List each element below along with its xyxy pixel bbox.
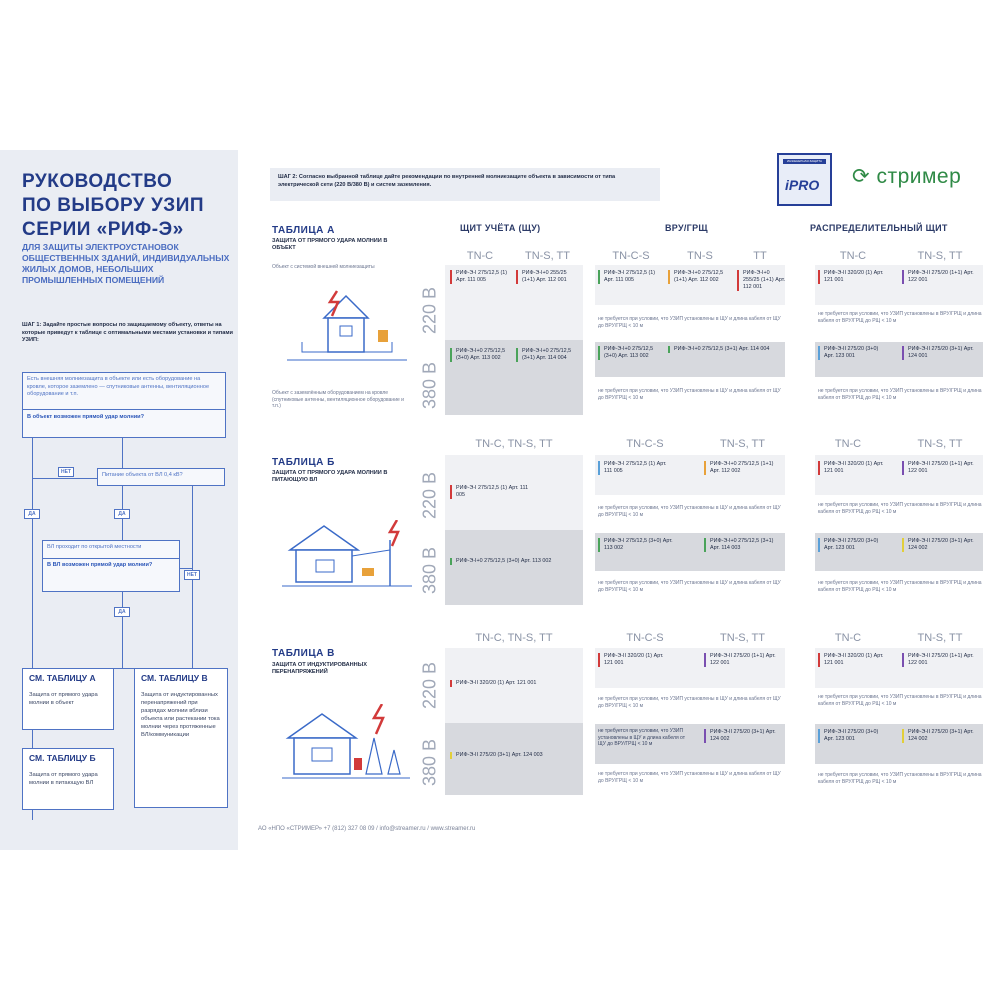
table-b-cell (445, 530, 583, 605)
voltage-380: 380 В (419, 546, 440, 595)
house-induced-surge-illustration (282, 704, 412, 794)
footer-contacts[interactable]: АО «НПО «СТРИМЕР» +7 (812) 327 08 09 / info@streamer.ru / www.streamer.ru (258, 826, 476, 832)
table-v-title: ТАБЛИЦА В (272, 648, 335, 659)
ipro-logo-text: iPRO (785, 177, 820, 193)
product-entry: РИФ-Э-I+0 255/25 (1+1) Арт. 112 001 (737, 270, 787, 291)
net-label: TN-S, TT (917, 632, 963, 644)
flow-line (32, 478, 97, 479)
product-entry: РИФ-Э-II 275/20 (1+1) Арт. 122 001 (704, 653, 779, 667)
table-v-note: не требуется при условии, что УЗИП установлены в ЩУ и длина кабеля от ЩУ до ВРУ/ГРЩ < 10 м (598, 728, 685, 747)
product-entry: РИФ-Э-II 275/20 (3+0) Арт. 123 001 (818, 538, 888, 552)
result-v-title: СМ. ТАБЛИЦУ В (141, 673, 208, 683)
flow-yes-tag: ДА (114, 607, 130, 617)
product-entry: РИФ-Э-I+0 275/12,5 (3+1) Арт. 114 003 (704, 538, 779, 552)
product-entry: РИФ-Э-II 320/20 (1) Арт. 121 001 (818, 653, 888, 667)
flow-q4-box (42, 540, 180, 592)
table-b-note: не требуется при условии, что УЗИП установлены в ВРУ/ГРЩ и длина кабеля от ВРУ/ГРЩ до РЩ < 10 м (818, 580, 982, 593)
product-entry: РИФ-Э-I 275/12,5 (1) Арт. 111 005 (598, 461, 673, 475)
voltage-220: 220 В (419, 286, 440, 335)
flow-no-tag: НЕТ (184, 570, 200, 580)
net-label: TN-C-S (626, 438, 664, 450)
product-entry: РИФ-Э-II 320/20 (1) Арт. 121 001 (598, 653, 673, 667)
flow-q4: ВЛ проходит по открытой местности (47, 544, 142, 550)
voltage-220: 220 В (419, 661, 440, 710)
net-label: TN-S (687, 250, 713, 262)
ipro-logo-band: ИНЖЕНЕРНАЯ ЗАЩИТА (783, 159, 826, 164)
voltage-380: 380 В (419, 738, 440, 787)
streamer-logo (852, 164, 961, 189)
table-b-note: не требуется при условии, что УЗИП установлены в ВРУ/ГРЩ и длина кабеля от ВРУ/ГРЩ до РЩ < 10 м (818, 502, 982, 515)
net-label: TN-S, TT (719, 438, 765, 450)
table-v-note: не требуется при условии, что УЗИП установлены в ЩУ и длина кабеля от ЩУ до ВРУ/ГРЩ < 10 м (598, 771, 781, 784)
flow-q2: В объект возможен прямой удар молнии? (23, 409, 225, 422)
product-entry: РИФ-Э-I 275/12,5 (1) Арт. 111 005 (450, 270, 510, 284)
product-entry: РИФ-Э-II 320/20 (1) Арт. 121 001 (818, 270, 888, 284)
table-v-cell (445, 723, 583, 795)
product-entry: РИФ-Э-II 275/20 (1+1) Арт. 122 001 (902, 270, 977, 284)
table-a-note: не требуется при условии, что УЗИП установлены в ЩУ и длина кабеля от ЩУ до ВРУ/ГРЩ < 10 м (598, 316, 781, 329)
result-a-desc: Защита от прямого удара молнии в объект (29, 692, 98, 706)
product-entry: РИФ-Э-II 275/20 (3+1) Арт. 124 001 (902, 346, 977, 360)
product-entry: РИФ-Э-I+0 275/12,5 (1+1) Арт. 112 002 (704, 461, 779, 475)
result-a-title: СМ. ТАБЛИЦУ А (29, 673, 96, 683)
table-v-desc: ЗАЩИТА ОТ ИНДУКТИРОВАННЫХ ПЕРЕНАПРЯЖЕНИЙ (272, 662, 367, 675)
guide-title-line2: ПО ВЫБОРУ УЗИП (22, 195, 205, 216)
column-header-shu: ЩИТ УЧЁТА (ЩУ) (460, 223, 541, 233)
flow-line (180, 568, 192, 569)
table-a-desc: ЗАЩИТА ОТ ПРЯМОГО УДАРА МОЛНИИ В ОБЪЕКТ (272, 238, 388, 251)
table-a-illustration-note1: Объект с системой внешней молниезащиты (272, 264, 375, 270)
flow-yes-tag: ДА (114, 509, 130, 519)
step1-text: ШАГ 1: Задайте простые вопросы по защищаемому объекту, ответы на которые приведут к таблице с оптимальными местами установки и типами УЗИП: (22, 322, 233, 343)
table-b-note: не требуется при условии, что УЗИП установлены в ЩУ и длина кабеля от ЩУ до ВРУ/ГРЩ < 10 м (598, 505, 781, 518)
table-a-illustration-note2: Объект с заземлённым оборудованием на кровле (спутниковые антенны, вентиляционное оборудование и т.п.) (272, 390, 404, 409)
product-entry: РИФ-Э-I+0 275/12,5 (3+0) Арт. 113 002 (450, 348, 510, 362)
product-entry: РИФ-Э-II 320/20 (1) Арт. 121 001 (818, 461, 888, 475)
net-label: TN-C (834, 632, 862, 644)
result-table-b[interactable] (22, 748, 114, 810)
streamer-logo-text: стример (876, 165, 962, 188)
flow-yes-tag: ДА (24, 509, 40, 519)
net-label: TN-C, TN-S, TT (475, 632, 553, 644)
flow-q3-box (97, 468, 225, 486)
table-v-note: не требуется при условии, что УЗИП установлены в ЩУ и длина кабеля от ЩУ до ВРУ/ГРЩ < 10 м (598, 696, 781, 709)
flow-q1: Есть внешняя молниезащита в объекте или есть оборудование на кровле, которое заземлено — спутниковые антенны, вентиляционное оборудование и т.п. (27, 376, 210, 397)
net-label: TN-S, TT (917, 250, 963, 262)
product-entry: РИФ-Э-I 275/12,5 (1) Арт. 111 005 (450, 485, 530, 499)
flow-question-box (22, 372, 226, 438)
net-label: TN-C-S (612, 250, 650, 262)
table-a-note: не требуется при условии, что УЗИП установлены в ЩУ и длина кабеля от ЩУ до ВРУ/ГРЩ < 10 м (598, 388, 781, 401)
result-b-title: СМ. ТАБЛИЦУ Б (29, 753, 96, 763)
table-v-note: не требуется при условии, что УЗИП установлены в ВРУ/ГРЩ и длина кабеля от ВРУ/ГРЩ до РЩ < 10 м (818, 694, 982, 707)
product-entry: РИФ-Э-II 275/20 (3+1) Арт. 124 003 (450, 752, 570, 759)
column-header-vru: ВРУ/ГРЩ (665, 223, 708, 233)
flow-line (122, 592, 123, 668)
flow-q3: Питание объекта от ВЛ 0,4 кВ? (102, 472, 183, 478)
net-label: TT (753, 250, 767, 262)
net-label: TN-S, TT (524, 250, 570, 262)
product-entry: РИФ-Э-II 320/20 (1) Арт. 121 001 (450, 680, 560, 687)
net-label: TN-C (466, 250, 494, 262)
product-entry: РИФ-Э-I+0 275/12,5 (3+0) Арт. 113 002 (450, 558, 570, 565)
house-overhead-line-illustration (282, 520, 412, 600)
net-label: TN-C (834, 438, 862, 450)
product-entry: РИФ-Э-I 275/12,5 (3+0) Арт. 113 002 (598, 538, 673, 552)
table-a-note: не требуется при условии, что УЗИП установлены в ВРУ/ГРЩ и длина кабеля от ВРУ/ГРЩ до РЩ < 10 м (818, 388, 982, 401)
table-b-note: не требуется при условии, что УЗИП установлены в ЩУ и длина кабеля от ЩУ до ВРУ/ГРЩ < 10 м (598, 580, 781, 593)
net-label: TN-S, TT (719, 632, 765, 644)
flow-no-tag: НЕТ (58, 467, 74, 477)
ipro-logo (777, 153, 832, 206)
product-entry: РИФ-Э-II 275/20 (1+1) Арт. 122 001 (902, 653, 977, 667)
table-v-note: не требуется при условии, что УЗИП установлены в ВРУ/ГРЩ и длина кабеля от ВРУ/ГРЩ до РЩ < 10 м (818, 772, 982, 785)
voltage-380: 380 В (419, 361, 440, 410)
result-b-desc: Защита от прямого удара молнии в питающую ВЛ (29, 772, 98, 786)
result-table-v[interactable] (134, 668, 228, 808)
table-b-desc: ЗАЩИТА ОТ ПРЯМОГО УДАРА МОЛНИИ В ПИТАЮЩУЮ ВЛ (272, 470, 388, 483)
product-entry: РИФ-Э-I+0 275/12,5 (1+1) Арт. 112 002 (668, 270, 728, 284)
net-label: TN-C (839, 250, 867, 262)
product-entry: РИФ-Э-II 275/20 (3+0) Арт. 123 001 (818, 729, 888, 743)
result-v-desc: Защита от индуктированных перенапряжений при разрядах молнии вблизи объекта или растекании тока молнии через протяженные ВЛ/коммуникации (141, 692, 220, 738)
guide-title-line1: РУКОВОДСТВО (22, 171, 173, 192)
voltage-220: 220 В (419, 471, 440, 520)
result-table-a[interactable] (22, 668, 114, 730)
net-label: TN-C, TN-S, TT (475, 438, 553, 450)
product-entry: РИФ-Э-I 275/12,5 (1) Арт. 111 005 (598, 270, 658, 284)
net-label: TN-C-S (626, 632, 664, 644)
flow-q5: В ВЛ возможен прямой удар молнии? (43, 558, 179, 570)
product-entry: РИФ-Э-II 275/20 (3+0) Арт. 123 001 (818, 346, 888, 360)
streamer-logo-icon: ⟳ (852, 165, 871, 188)
product-entry: РИФ-Э-I+0 255/25 (1+1) Арт. 112 001 (516, 270, 578, 284)
table-a-title: ТАБЛИЦА А (272, 225, 335, 236)
product-entry: РИФ-Э-II 275/20 (1+1) Арт. 122 001 (902, 461, 977, 475)
house-lightning-rod-illustration (282, 286, 412, 386)
net-label: TN-S, TT (917, 438, 963, 450)
product-entry: РИФ-Э-I+0 275/12,5 (3+1) Арт. 114 004 (668, 346, 778, 353)
guide-subtitle: ДЛЯ ЗАЩИТЫ ЭЛЕКТРОУСТАНОВОК ОБЩЕСТВЕННЫХ ЗДАНИЙ, ИНДИВИДУАЛЬНЫХ ЖИЛЫХ ДОМОВ, НЕБОЛЬШИХ ПРОМЫШЛЕННЫХ ПОМЕЩЕНИЙ (22, 242, 230, 285)
product-entry: РИФ-Э-II 275/20 (3+1) Арт. 124 002 (704, 729, 779, 743)
left-panel (0, 150, 238, 850)
step2-text: ШАГ 2: Согласно выбранной таблице дайте рекомендации по внутренней молниезащите объекта в зависимости от типа электрической сети (220 В/380 В) и систем заземления. (270, 168, 660, 201)
column-header-rsh: РАСПРЕДЕЛИТЕЛЬНЫЙ ЩИТ (810, 223, 948, 233)
table-a-note: не требуется при условии, что УЗИП установлены в ВРУ/ГРЩ и длина кабеля от ВРУ/ГРЩ до РЩ < 10 м (818, 311, 982, 324)
product-entry: РИФ-Э-II 275/20 (3+1) Арт. 124 002 (902, 538, 977, 552)
guide-title-line3: СЕРИИ «РИФ-Э» (22, 219, 184, 240)
product-entry: РИФ-Э-I+0 275/12,5 (3+1) Арт. 114 004 (516, 348, 578, 362)
product-entry: РИФ-Э-I+0 275/12,5 (3+0) Арт. 113 002 (598, 346, 658, 360)
product-entry: РИФ-Э-II 275/20 (3+1) Арт. 124 002 (902, 729, 977, 743)
table-b-title: ТАБЛИЦА Б (272, 457, 335, 468)
